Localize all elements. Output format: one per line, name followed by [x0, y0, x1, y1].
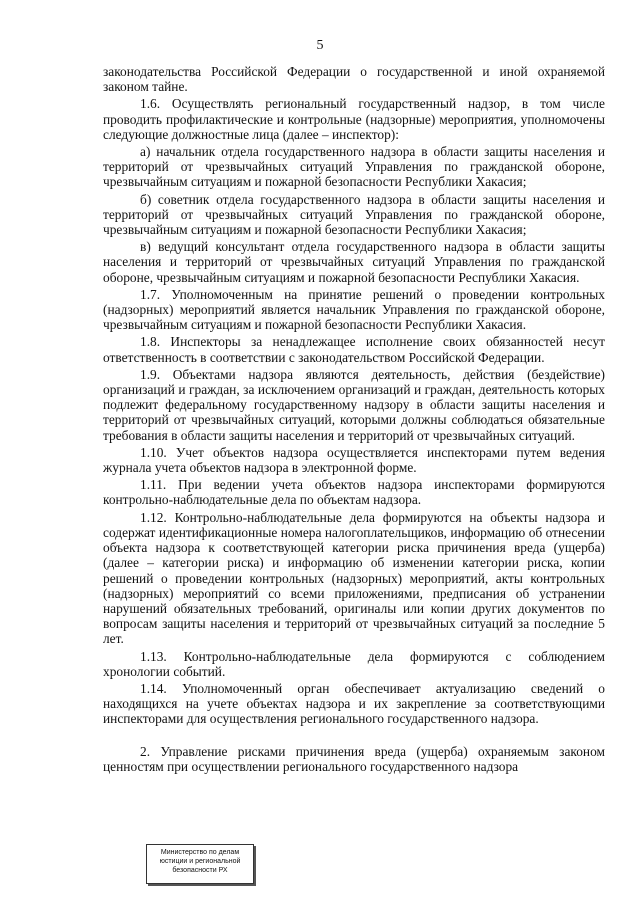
stamp-line: юстиции и региональной [159, 858, 241, 865]
section-2-heading: 2. Управление рисками причинения вреда (ущерба) охраняемым законом ценностям при осуществлении регионального государственного надзора [103, 743, 605, 774]
stamp-line: безопасности РХ [172, 867, 228, 874]
paragraph-1-6: 1.6. Осуществлять региональный государственный надзор, в том числе проводить профилактические и контрольные (надзорные) мероприятия, уполномочены следующие должностные лица (далее – инспектор): [103, 96, 605, 142]
ministry-stamp [146, 844, 254, 884]
paragraph-1-10: 1.10. Учет объектов надзора осуществляется инспекторами путем ведения журнала учета объектов надзора в электронной форме. [103, 444, 605, 476]
paragraph-1-11: 1.11. При ведении учета объектов надзора инспекторами формируются контрольно-наблюдательные дела по объектам надзора. [103, 477, 605, 508]
paragraph-1-7: 1.7. Уполномоченным на принятие решений о проведении контрольных (надзорных) мероприятий является начальник Управления по гражданской обороне, чрезвычайным ситуациям и пожарной безопасности Республики Хакасия. [103, 286, 605, 333]
paragraph-1-6-a: а) начальник отдела государственного надзора в области защиты населения и территорий от чрезвычайных ситуаций Управления по гражданской обороне, чрезвычайным ситуациям и пожарной безопасности Республики Хакасия; [103, 144, 605, 190]
paragraph-1-6-v: в) ведущий консультант отдела государственного надзора в области защиты населения и территорий от чрезвычайных ситуаций Управления по гражданской обороне, чрезвычайным ситуациям и пожарной безопасности Республики Хакасия. [103, 239, 605, 285]
page-number: 5 [316, 38, 324, 53]
paragraph-1-9: 1.9. Объектами надзора являются деятельность, действия (бездействие) организаций и граждан, за исключением организаций и граждан, деятельность которых подлежит федеральному государственному надзору в области защиты населения и территорий от чрезвычайных ситуаций, которыми должны соблюдаться обязательные требования в области защиты населения и территорий от чрезвычайных ситуаций. [103, 366, 605, 443]
paragraph-1-8: 1.8. Инспекторы за ненадлежащее исполнение своих обязанностей несут ответственность в соответствии с законодательством Российской Федерации. [103, 334, 605, 365]
paragraph-1-14: 1.14. Уполномоченный орган обеспечивает актуализацию сведений о находящихся на учете объектах надзора и их закрепление за соответствующими инспекторами для осуществления регионального государственного надзора. [103, 680, 605, 727]
document-body [103, 64, 605, 776]
paragraph-continuation: законодательства Российской Федерации о государственной и иной охраняемой законом тайне. [103, 64, 605, 95]
stamp-line: Министерство по делам [160, 849, 240, 856]
paragraph-1-12: 1.12. Контрольно-наблюдательные дела формируются на объекты надзора и содержат идентификационные номера налогоплательщиков, информацию об отнесении объекта надзора к соответствующей категории риска причинения вреда (ущерба) (далее – категории риска) и информацию об изменении категории риска, копии решений о проведении контрольных (надзорных) мероприятий, акты контрольных (надзорных) мероприятий со всеми приложениями, предписания об устранении нарушений обязательных требований, оригиналы или копии других документов по вопросам защиты населения и территорий от чрезвычайных ситуаций за последние 5 лет. [103, 509, 605, 647]
paragraph-1-6-b: б) советник отдела государственного надзора в области защиты населения и территорий от чрезвычайных ситуаций Управления по гражданской обороне, чрезвычайным ситуациям и пожарной безопасности Республики Хакасия; [103, 191, 605, 238]
paragraph-1-13: 1.13. Контрольно-наблюдательные дела формируются с соблюдением хронологии событий. [103, 648, 605, 679]
